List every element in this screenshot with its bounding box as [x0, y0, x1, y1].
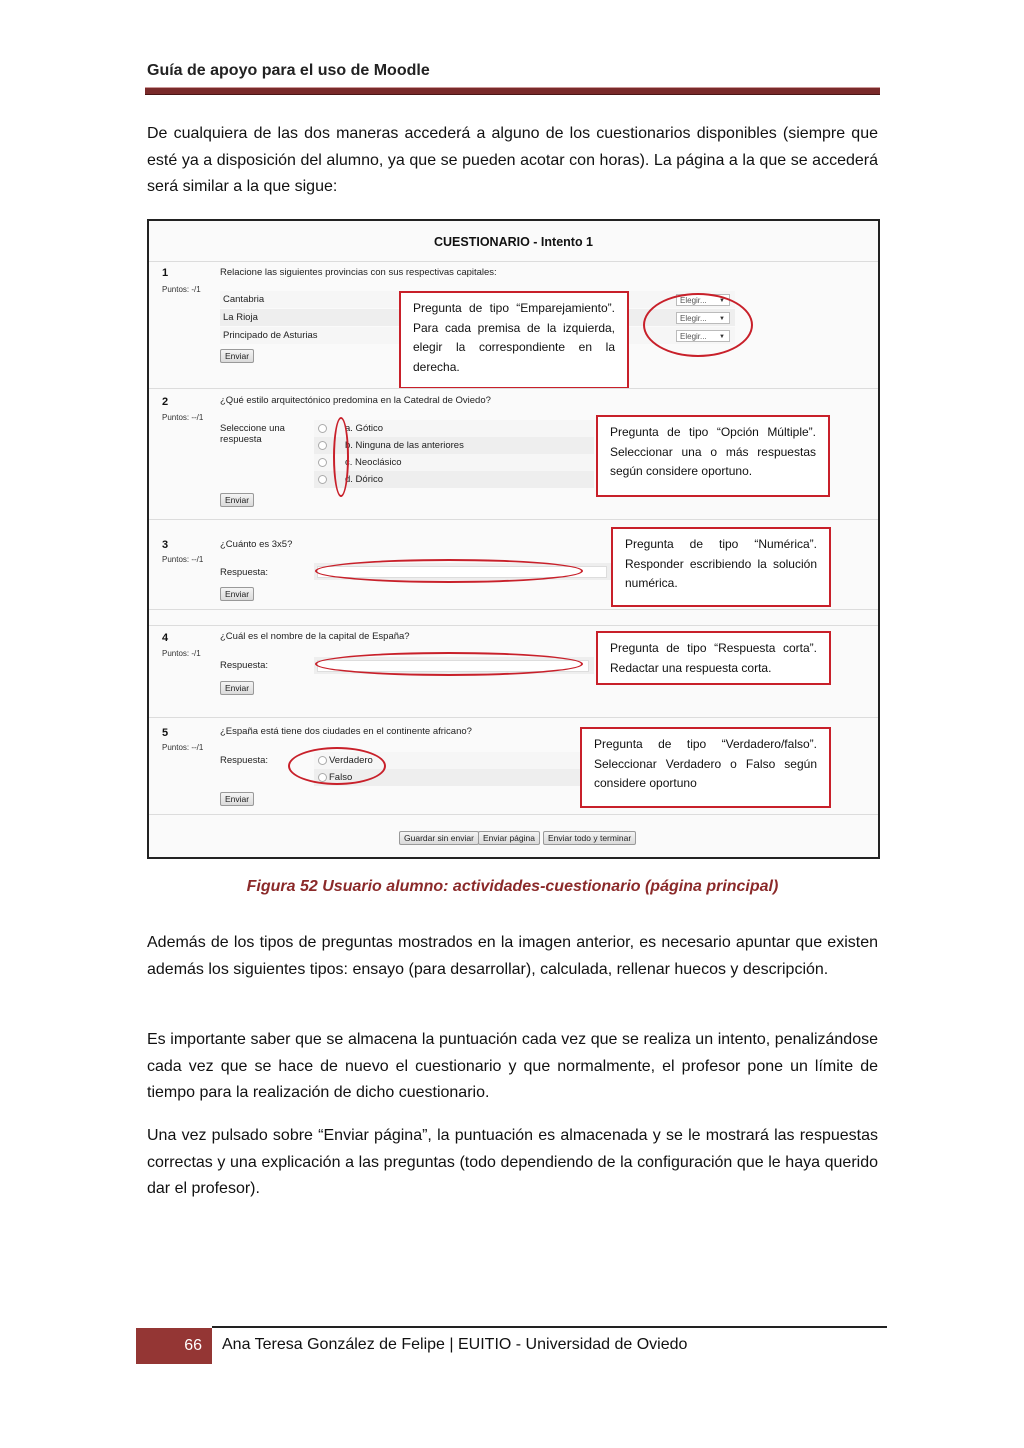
question-text: ¿Cuál es el nombre de la capital de España?: [220, 631, 410, 642]
radio-button[interactable]: [318, 441, 327, 450]
figure-caption: Figura 52 Usuario alumno: actividades-cuestionario (página principal): [246, 878, 779, 895]
question-points: Puntos: -/1: [162, 649, 201, 658]
callout-matching: Pregunta de tipo “Emparejamiento”. Para cada premisa de la izquierda, elegir la correspondiente en la derecha.: [399, 291, 629, 389]
question-points: Puntos: --/1: [162, 743, 204, 752]
chevron-down-icon: ▼: [719, 316, 725, 322]
premise-label: Principado de Asturias: [223, 330, 318, 341]
option-label: a. Gótico: [345, 423, 384, 434]
answer-label: Respuesta:: [220, 567, 269, 578]
option-label: Verdadero: [329, 755, 373, 766]
divider: [149, 814, 878, 815]
paragraph-question-types: Además de los tipos de preguntas mostrados en la imagen anterior, es necesario apuntar que existen además los siguientes tipos: ensayo (para desarrollar), calculada, rellenar huecos y descripción.: [147, 934, 878, 978]
callout-multiple-choice: Pregunta de tipo “Opción Múltiple”. Seleccionar una o más respuestas según considere oportuno.: [596, 415, 830, 497]
question-text: ¿Qué estilo arquitectónico predomina en la Catedral de Oviedo?: [220, 395, 491, 406]
divider: [149, 625, 878, 626]
intro-paragraph: De cualquiera de las dos maneras accederá a alguno de los cuestionarios disponibles (siempre que esté ya a disposición del alumno, ya que se pueden acotar con horas). La página a la que se accederá será similar a la que sigue:: [147, 125, 878, 195]
highlight-ellipse: [333, 417, 349, 497]
question-text: ¿España está tiene dos ciudades en el continente africano?: [220, 726, 472, 737]
submit-button[interactable]: Enviar: [220, 681, 254, 695]
quiz-figure: [147, 219, 880, 859]
footer-text: Ana Teresa González de Felipe | EUITIO - Universidad de Oviedo: [222, 1336, 688, 1353]
answer-select[interactable]: Elegir... ▼: [676, 330, 730, 342]
submit-button[interactable]: Enviar: [220, 493, 254, 507]
highlight-ellipse: [643, 293, 753, 357]
question-points: Puntos: --/1: [162, 413, 204, 422]
premise-label: Cantabria: [223, 294, 265, 305]
divider: [149, 388, 878, 389]
callout-short-answer: Pregunta de tipo “Respuesta corta”. Redactar una respuesta corta.: [596, 631, 831, 685]
question-number: 5: [162, 727, 169, 739]
submit-button[interactable]: Enviar: [220, 349, 254, 363]
question-points: Puntos: --/1: [162, 555, 204, 564]
page-number: 66: [136, 1328, 212, 1364]
highlight-ellipse: [315, 559, 583, 583]
callout-numeric: Pregunta de tipo “Numérica”. Responder escribiendo la solución numérica.: [611, 527, 831, 607]
divider: [149, 519, 878, 520]
footer-rule: [212, 1326, 887, 1328]
question-text: Relacione las siguientes provincias con sus respectivas capitales:: [220, 267, 497, 278]
save-without-submit-button[interactable]: Guardar sin enviar: [399, 831, 479, 845]
submit-all-finish-button[interactable]: Enviar todo y terminar: [543, 831, 636, 845]
mc-option[interactable]: [314, 454, 594, 471]
submit-page-button[interactable]: Enviar página: [478, 831, 540, 845]
submit-button[interactable]: Enviar: [220, 587, 254, 601]
chevron-down-icon: ▼: [719, 298, 725, 304]
radio-button[interactable]: [318, 424, 327, 433]
question-number: 2: [162, 396, 169, 408]
mc-option[interactable]: [314, 420, 594, 437]
answer-select[interactable]: Elegir... ▼: [676, 294, 730, 306]
paragraph-scoring: Es importante saber que se almacena la puntuación cada vez que se realiza un intento, penalizándose cada vez que se hace de nuevo el cuestionario y que normalmente, el profesor pone un límite de tiempo para la realización de dicho cuestionario.: [147, 1031, 878, 1101]
quiz-title: CUESTIONARIO - Intento 1: [433, 235, 594, 249]
select-prompt: Seleccione una respuesta: [220, 423, 285, 445]
running-header-title: Guía de apoyo para el uso de Moodle: [147, 62, 430, 79]
radio-button[interactable]: [318, 475, 327, 484]
question-number: 4: [162, 632, 169, 644]
option-label: Falso: [329, 772, 353, 783]
question-number: 3: [162, 539, 169, 551]
divider: [149, 717, 878, 718]
highlight-ellipse: [288, 747, 386, 785]
divider: [149, 261, 878, 262]
question-text: ¿Cuánto es 3x5?: [220, 539, 293, 550]
option-label: b. Ninguna de las anteriores: [345, 440, 464, 451]
question-number: 1: [162, 267, 169, 279]
option-label: d. Dórico: [345, 474, 384, 485]
divider: [149, 609, 878, 610]
premise-label: La Rioja: [223, 312, 258, 323]
option-label: c. Neoclásico: [345, 457, 402, 468]
radio-button[interactable]: [318, 458, 327, 467]
mc-option[interactable]: [314, 437, 594, 454]
paragraph-submit-page: Una vez pulsado sobre “Enviar página”, la puntuación es almacenada y se le mostrará las respuestas correctas y una explicación a las preguntas (todo dependiendo de la configuración que le haya querido dar el profesor).: [147, 1127, 878, 1197]
question-points: Puntos: -/1: [162, 285, 201, 294]
answer-label: Respuesta:: [220, 755, 269, 766]
header-rule: [145, 87, 880, 95]
submit-button[interactable]: Enviar: [220, 792, 254, 806]
answer-label: Respuesta:: [220, 660, 269, 671]
chevron-down-icon: ▼: [719, 334, 725, 340]
answer-select[interactable]: Elegir... ▼: [676, 312, 730, 324]
highlight-ellipse: [315, 652, 583, 676]
callout-true-false: Pregunta de tipo “Verdadero/falso”. Seleccionar Verdadero o Falso según considere oportuno: [580, 727, 831, 808]
mc-option[interactable]: [314, 471, 594, 488]
